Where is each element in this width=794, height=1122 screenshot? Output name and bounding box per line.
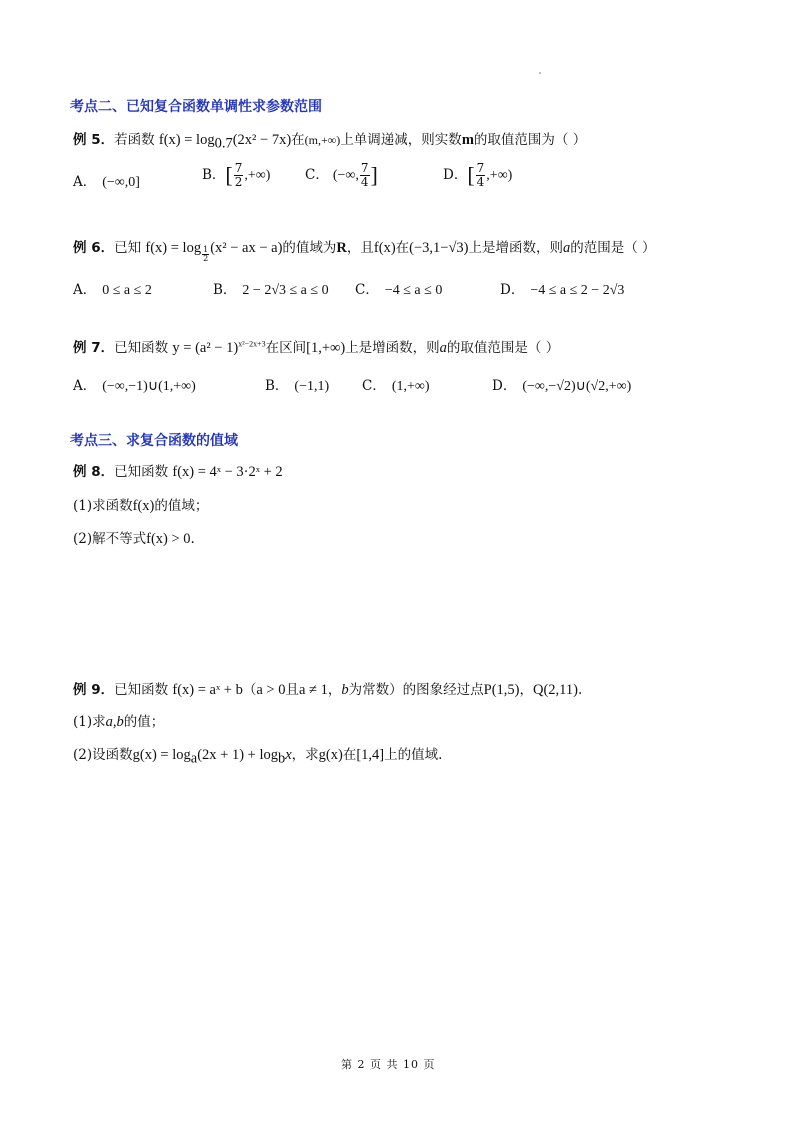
example-8-part-2: (2)解不等式f(x) > 0. [73,531,195,547]
example-7-option-a[interactable]: A． (−∞,−1)∪(1,+∞) [73,378,196,394]
example-7-option-d[interactable]: D． (−∞,−√2)∪(√2,+∞) [492,378,632,394]
example-5-option-b[interactable]: B．[ $\frac{7}{2}$ ,+∞) [202,161,271,189]
example-8-part-1: (1)求函数f(x)的值域； [73,498,209,514]
example-5-label: 例 5． [73,132,115,148]
example-6-option-a[interactable]: A． 0 ≤ a ≤ 2 [73,282,152,298]
example-6-label: 例 6． [73,240,115,256]
example-7-option-c[interactable]: C． (1,+∞) [362,378,430,394]
example-8-stem: 例 8．已知函数 f(x) = 4ˣ − 3·2ˣ + 2 [73,464,283,480]
example-8-label: 例 8． [73,464,115,480]
decorative-dot [539,72,541,74]
example-6-stem: 例 6．已知 f(x) = log $\frac{1}{2}$ (x² − ax − a)的值域为R，且f(x)在(−3,1−√3)上是增函数，则a的范围是（ ） [73,240,656,263]
example-6-option-c[interactable]: C． −4 ≤ a ≤ 0 [355,282,443,298]
example-7-stem: 例 7．已知函数 $y = (a^2 - 1)^{x^2-2x+3}$在区间[1,+∞)上是增函数，则a的取值范围是（ ） [73,339,560,356]
section-heading-2: 考点二、已知复合函数单调性求参数范围 [70,99,322,115]
example-7-option-b[interactable]: B． (−1,1) [265,378,330,394]
example-9-stem: 例 9．已知函数 f(x) = aˣ + b（a > 0且a ≠ 1，b为常数）的图象经过点P(1,5)，Q(2,11). [73,682,583,698]
page-number: 第 2 页 共 10 页 [341,1058,436,1071]
example-9-part-2: (2)设函数$g(x) = \log_a(2x + 1) + \log_bx$，求g(x)在[1,4]上的值域. [73,747,443,767]
example-9-part-1: (1)求a,b的值； [73,714,165,730]
example-5-option-d[interactable]: D．[ $\frac{7}{4}$ ,+∞) [443,161,513,189]
example-9-label: 例 9． [73,682,115,698]
example-6-option-d[interactable]: D． −4 ≤ a ≤ 2 − 2√3 [500,282,625,298]
section-heading-3: 考点三、求复合函数的值域 [70,433,238,449]
example-5-stem: 例 5．若函数 $f(x) = \log_{0.7}(2x^2 - 7x)$在(m,+∞)上单调递减，则实数m的取值范围为（ ） [73,132,587,152]
example-7-label: 例 7． [73,340,115,356]
example-5-option-a[interactable]: A． (−∞,0] [73,174,140,190]
example-6-option-b[interactable]: B． 2 − 2√3 ≤ a ≤ 0 [213,282,329,298]
example-5-option-c[interactable]: C． (−∞, $\frac{7}{4}$ ] [305,161,378,189]
